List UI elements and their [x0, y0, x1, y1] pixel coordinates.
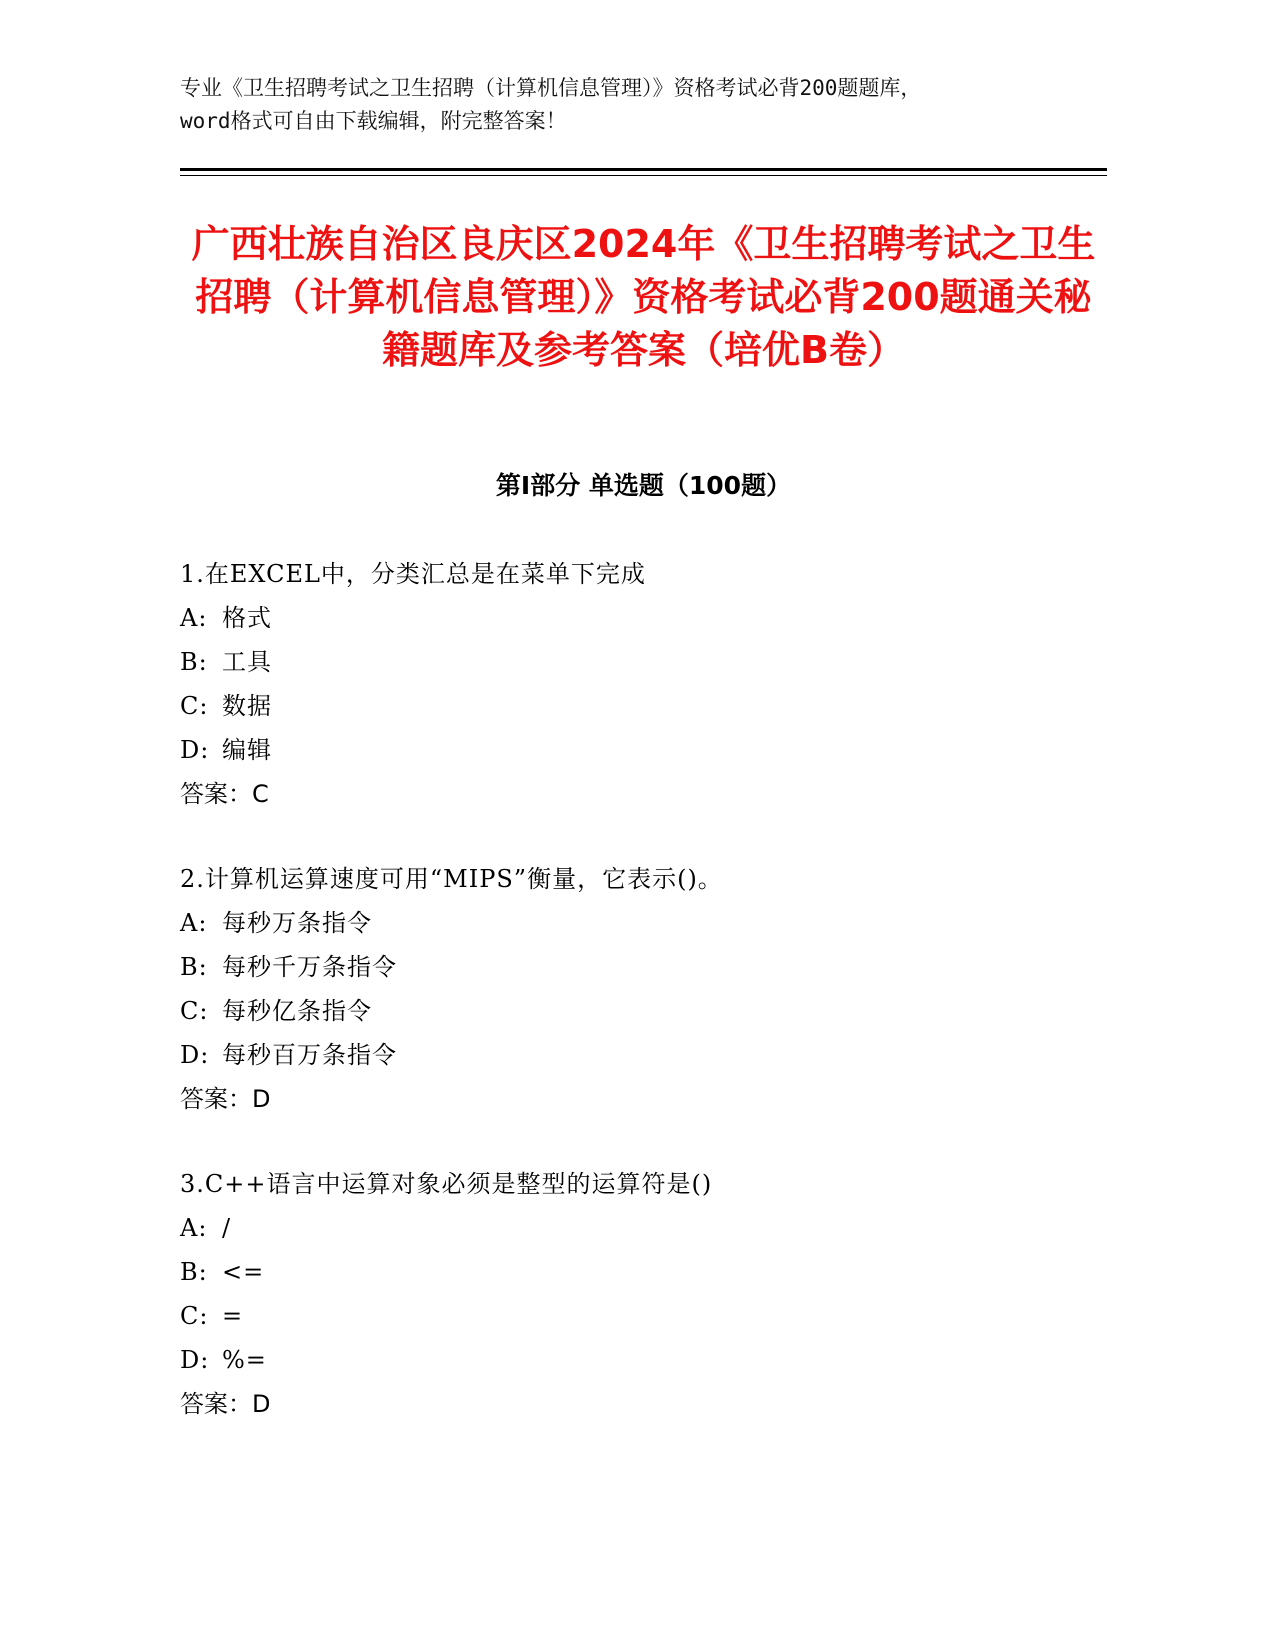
header-note-line-1: 专业《卫生招聘考试之卫生招聘（计算机信息管理）》资格考试必背200题题库，: [180, 76, 922, 100]
option-text: 每秒亿条指令: [222, 997, 372, 1025]
option-d: [180, 1033, 1110, 1077]
question-stem: 3.C++语言中运算对象必须是整型的运算符是(): [180, 1170, 713, 1198]
option-text: 格式: [222, 604, 272, 632]
option-c: [180, 1294, 1110, 1338]
option-text: 数据: [222, 692, 272, 720]
header-note: [180, 72, 1110, 138]
option-c: [180, 989, 1110, 1033]
option-text: /: [222, 1214, 232, 1242]
option-text: 编辑: [222, 736, 272, 764]
option-key: C:: [180, 692, 209, 720]
header-divider-thick: [180, 168, 1107, 171]
document-title: 广西壮族自治区良庆区2024年《卫生招聘考试之卫生招聘（计算机信息管理）》资格考试必背200题通关秘籍题库及参考答案（培优B卷）: [191, 222, 1096, 372]
option-key: A:: [180, 909, 208, 937]
option-key: C:: [180, 1302, 209, 1330]
option-text: =: [222, 1302, 244, 1330]
question-stem: 1.在EXCEL中，分类汇总是在菜单下完成: [180, 560, 646, 588]
option-key: D:: [180, 1346, 210, 1374]
answer-line: 答案：D: [180, 1085, 271, 1113]
option-text: 每秒百万条指令: [222, 1041, 397, 1069]
option-d: [180, 728, 1110, 772]
answer-line: 答案：D: [180, 1390, 271, 1418]
option-a: [180, 596, 1110, 640]
option-b: [180, 1250, 1110, 1294]
option-text: %=: [222, 1346, 267, 1374]
option-d: [180, 1338, 1110, 1382]
option-key: A:: [180, 1214, 208, 1242]
option-text: 每秒万条指令: [222, 909, 372, 937]
option-key: B:: [180, 953, 208, 981]
option-key: D:: [180, 1041, 210, 1069]
option-c: [180, 684, 1110, 728]
option-a: [180, 1206, 1110, 1250]
option-text: 工具: [222, 648, 272, 676]
option-key: C:: [180, 997, 209, 1025]
section-title: 第I部分 单选题（100题）: [495, 471, 792, 500]
option-key: B:: [180, 648, 208, 676]
question-block: [180, 552, 1110, 816]
option-key: A:: [180, 604, 208, 632]
header-note-line-2: word格式可自由下载编辑，附完整答案！: [180, 109, 567, 133]
option-text: <=: [222, 1258, 265, 1286]
question-block: [180, 857, 1110, 1121]
question-stem: 2.计算机运算速度可用“MIPS”衡量，它表示()。: [180, 865, 723, 893]
option-key: B:: [180, 1258, 208, 1286]
header-divider-thin: [180, 175, 1107, 176]
option-key: D:: [180, 736, 210, 764]
option-b: [180, 640, 1110, 684]
question-block: [180, 1162, 1110, 1426]
answer-line: 答案：C: [180, 780, 269, 808]
option-b: [180, 945, 1110, 989]
option-a: [180, 901, 1110, 945]
option-text: 每秒千万条指令: [222, 953, 397, 981]
